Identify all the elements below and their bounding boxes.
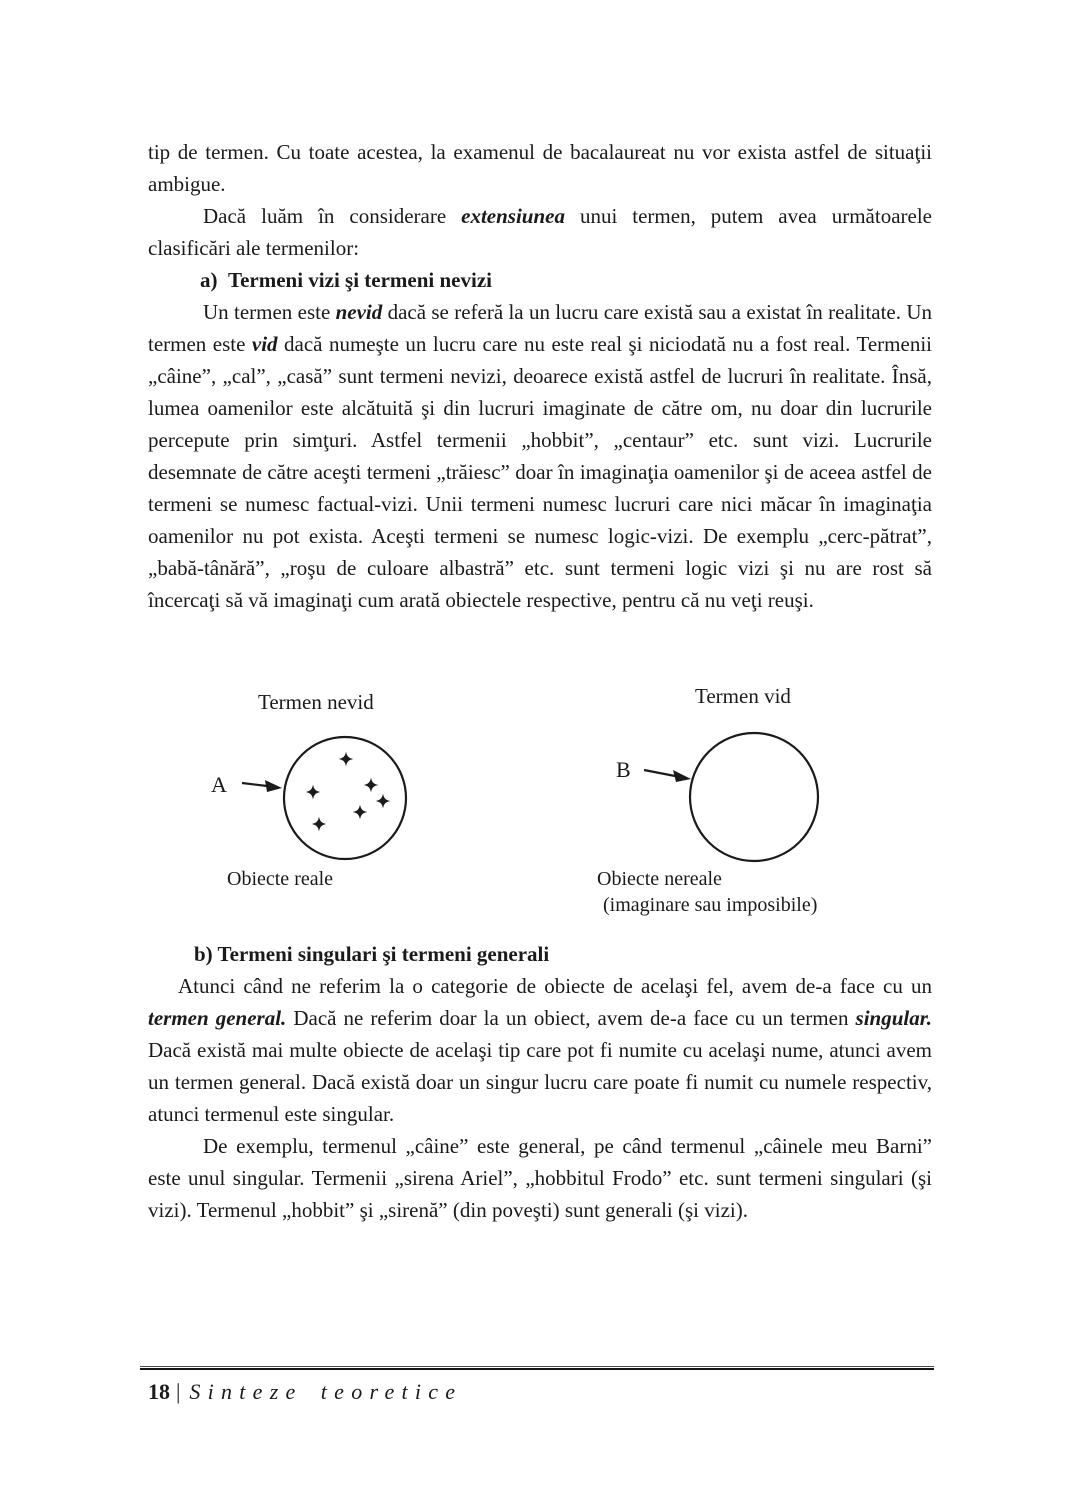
arrow-b-head: [673, 770, 691, 782]
caption-obiecte-nereale: Obiecte nereale: [597, 868, 722, 890]
diagram-canvas: [0, 680, 1080, 915]
body-text-lower: [148, 938, 932, 1226]
star-icon: [376, 794, 391, 809]
heading-b-termeni-singulari: b) Termeni singulari şi termeni generali: [194, 942, 550, 966]
paragraph-general-singular: Atunci când ne referim la o categorie de obiecte de acelaşi fel, avem de-a face cu un termen general. Dacă ne referim doar la un obiect, avem de-a face cu un termen singular. Dacă există mai multe obiecte de acelaşi tip care pot fi numite cu acelaşi nume, atunci avem un termen general. Dacă există doar un singur lucru care poate fi numit cu numele respectiv, atunci termenul este singular.: [148, 974, 932, 1126]
star-icon: [364, 778, 379, 793]
body-text-upper: [148, 136, 932, 616]
page-footer: [148, 1379, 462, 1405]
vid-circle: [690, 733, 818, 861]
caption-imaginare: (imaginare sau imposibile): [603, 894, 818, 916]
heading-a-termeni-vizi: a) Termeni vizi şi termeni nevizi: [200, 268, 492, 292]
page-number: 18: [148, 1379, 170, 1404]
star-icon: [312, 817, 327, 832]
terms-diagram: [0, 680, 1080, 915]
paragraph-vid-nevid: Un termen este nevid dacă se referă la un lucru care există sau a existat în realitate. Un termen este vid dacă numeşte un lucru care nu este real şi niciodată nu a fost real. Termenii „câine”, „cal”, „casă” sunt termeni nevizi, deoarece există astfel de lucruri în realitate. Însă, lumea oamenilor este alcătuită şi din lucruri imaginate de către om, nu doar din lucrurile percepute prin simţuri. Astfel termenii „hobbit”, „centaur” etc. sunt vizi. Lucrurile desemnate de către aceşti termeni „trăiesc” doar în imaginaţia oamenilor şi de aceea astfel de termeni se numesc factual-vizi. Unii termeni numesc lucruri care nici măcar în imaginaţia oamenilor nu pot exista. Aceşti termeni se numesc logic-vizi. De exemplu „cerc-pătrat”, „babă-tânără”, „roşu de culoare albastră” etc. sunt termeni logic vizi şi nu are rost să încercaţi să vă imaginaţi cum arată obiectele respective, pentru că nu veţi reuşi.: [148, 300, 932, 612]
right-diagram-title: Termen vid: [695, 684, 791, 708]
label-b: B: [616, 757, 631, 782]
label-a: A: [211, 772, 227, 797]
star-icon: [306, 785, 321, 800]
arrow-a-shaft: [242, 783, 267, 786]
left-diagram-title: Termen nevid: [258, 690, 374, 714]
paragraph-continuation: tip de termen. Cu toate acestea, la examenul de bacalaureat nu vor exista astfel de situaţii ambigue.: [148, 140, 932, 196]
arrow-b-shaft: [644, 770, 675, 776]
footer-divider: [140, 1366, 934, 1370]
star-icon: [353, 805, 368, 820]
paragraph-extensiune: Dacă luăm în considerare extensiunea unui termen, putem avea următoarele clasificări ale termenilor:: [148, 204, 932, 260]
paragraph-exemple: De exemplu, termenul „câine” este general, pe când termenul „câinele meu Barni” este unul singular. Termenii „sirena Ariel”, „hobbitul Frodo” etc. sunt termeni singulari (şi vizi). Termenul „hobbit” şi „sirenă” (din poveşti) sunt generali (şi vizi).: [148, 1134, 932, 1222]
footer-section-title: Sinteze teoretice: [189, 1379, 463, 1404]
arrow-a-head: [265, 780, 282, 792]
footer-separator: |: [176, 1379, 181, 1404]
caption-obiecte-reale: Obiecte reale: [227, 868, 334, 890]
diagram-shapes: [242, 733, 818, 861]
star-icon: [339, 752, 354, 767]
star-marks: [306, 752, 391, 832]
